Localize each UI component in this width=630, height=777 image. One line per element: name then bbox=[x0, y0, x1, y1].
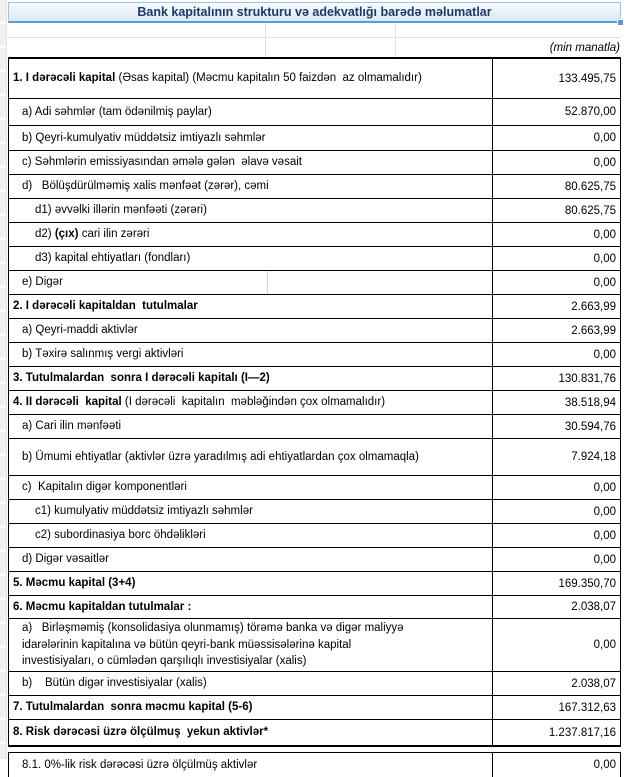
table-row bbox=[9, 319, 620, 343]
table-row bbox=[9, 696, 620, 720]
row-label[interactable]: d1) əvvəlki illərin mənfəəti (zərəri) bbox=[35, 204, 207, 216]
row-value[interactable]: 2.038,07 bbox=[492, 672, 620, 695]
table-row bbox=[9, 572, 620, 596]
row-value[interactable]: 30.594,76 bbox=[492, 415, 620, 438]
row-value[interactable]: 0,00 bbox=[492, 548, 620, 571]
row-value[interactable]: 0,00 bbox=[492, 753, 620, 777]
table-row bbox=[9, 59, 620, 99]
row-label[interactable]: b) Qeyri-kumulyativ müddətsiz imtiyazlı səhmlər bbox=[22, 131, 266, 144]
table-row bbox=[9, 500, 620, 524]
column-gridline bbox=[395, 23, 396, 57]
table-row bbox=[9, 753, 620, 777]
row-value[interactable]: 169.350,70 bbox=[492, 572, 620, 595]
row-label[interactable]: 4. II dərəcəli kapital (I dərəcəli kapitalın məbləğindən çox olmamalıdır) bbox=[13, 396, 386, 408]
row-label[interactable]: c2) subordinasiya borc öhdəlikləri bbox=[35, 529, 206, 541]
row-value[interactable]: 0,00 bbox=[492, 476, 620, 499]
table-row bbox=[9, 199, 620, 223]
row-header-strip bbox=[0, 0, 7, 759]
row-label[interactable]: e) Digər bbox=[9, 271, 492, 294]
row-label[interactable]: 6. Məcmu kapitaldan tutulmalar : bbox=[13, 600, 192, 613]
row-value[interactable]: 0,00 bbox=[492, 126, 620, 150]
table-row bbox=[9, 247, 620, 271]
row-value[interactable]: 2.038,07 bbox=[492, 596, 620, 618]
table-row bbox=[9, 367, 620, 391]
row-label[interactable]: 2. I dərəcəli kapitaldan tutulmalar bbox=[13, 300, 198, 312]
table-row bbox=[9, 99, 620, 126]
table-row bbox=[9, 596, 620, 619]
capital-structure-table bbox=[8, 57, 621, 747]
column-gridline bbox=[265, 23, 266, 57]
table-row bbox=[9, 672, 620, 696]
table-row bbox=[9, 548, 620, 572]
row-label[interactable]: c) Səhmlərin emissiyasından əmələ gələn əlavə vəsait bbox=[22, 156, 302, 168]
table-row bbox=[9, 126, 620, 151]
row-label[interactable]: a) Adi səhmlər (tam ödənilmiş paylar) bbox=[22, 105, 212, 118]
row-label[interactable]: a) Cari ilin mənfəəti bbox=[22, 420, 122, 432]
page-title: Bank kapitalının strukturu və adekvatlığı barədə məlumatlar bbox=[137, 5, 492, 19]
row-label[interactable]: b) Bütün digər investisiyalar (xalis) bbox=[22, 677, 207, 689]
row-value[interactable]: 0,00 bbox=[492, 151, 620, 174]
title-cell[interactable] bbox=[8, 2, 621, 23]
row-value[interactable]: 0,00 bbox=[492, 619, 620, 671]
row-label[interactable]: 7. Tutulmalardan sonra məcmu kapital (5-6) bbox=[13, 701, 253, 713]
row-value[interactable]: 0,00 bbox=[492, 500, 620, 523]
sheet-content bbox=[8, 2, 621, 777]
row-value[interactable]: 0,00 bbox=[492, 247, 620, 270]
table-row bbox=[9, 271, 620, 295]
row-value[interactable]: 2.663,99 bbox=[492, 319, 620, 342]
row-label[interactable]: b) Ümumi ehtiyatlar (aktivlər üzrə yaradılmış adi ehtiyatlardan çox olmamaqla) bbox=[22, 450, 419, 463]
row-value[interactable]: 130.831,76 bbox=[492, 367, 620, 390]
table-row bbox=[9, 439, 620, 476]
table-row bbox=[9, 476, 620, 500]
row-value[interactable]: 38.518,94 bbox=[492, 391, 620, 414]
table-row bbox=[9, 720, 620, 745]
table-row bbox=[9, 151, 620, 175]
empty-rows-zone bbox=[8, 23, 621, 57]
row-value[interactable]: 52.870,00 bbox=[492, 99, 620, 125]
table-row bbox=[9, 343, 620, 367]
row-label[interactable]: a) Birləşməmiş (konsolidasiya olunmamış) törəmə banka və digər maliyyə idarələrinin kapitalına və bütün qeyri-bank müəssisələrinə kapital investisiyaları, o cümlədən qarşılıqlı investisiyalar (xalis) bbox=[22, 622, 404, 668]
row-gridline bbox=[8, 37, 621, 38]
row-value[interactable]: 0,00 bbox=[492, 524, 620, 547]
row-value[interactable]: 1.237.817,16 bbox=[492, 720, 620, 745]
row-label[interactable]: d3) kapital ehtiyatları (fondları) bbox=[35, 252, 191, 264]
row-label[interactable]: 1. I dərəcəli kapital (Əsas kapital) (Məcmu kapitalın 50 faizdən az olmamalıdır) bbox=[13, 72, 422, 84]
clipped-next-section-table bbox=[8, 752, 621, 777]
row-label[interactable]: a) Qeyri-maddi aktivlər bbox=[22, 324, 138, 336]
row-label[interactable]: d2) (çıx) cari ilin zərəri bbox=[35, 228, 150, 240]
row-label[interactable]: c1) kumulyativ müddətsiz imtiyazlı səhmlər bbox=[35, 505, 253, 517]
row-value[interactable]: 80.625,75 bbox=[492, 199, 620, 222]
row-value[interactable]: 0,00 bbox=[492, 271, 620, 294]
row-label[interactable]: 3. Tutulmalardan sonra I dərəcəli kapitalı (I—2) bbox=[13, 372, 270, 384]
row-value[interactable]: 0,00 bbox=[492, 223, 620, 246]
row-label[interactable]: 8. Risk dərəcəsi üzrə ölçülmuş yekun aktivlər* bbox=[13, 726, 269, 738]
row-label[interactable]: b) Təxirə salınmış vergi aktivləri bbox=[22, 348, 184, 360]
table-row bbox=[9, 619, 620, 672]
row-label[interactable]: 8.1. 0%-lik risk dərəcəsi üzrə ölçülmüş aktivlər bbox=[22, 758, 258, 771]
row-label[interactable]: d) Digər vəsaitlər bbox=[22, 553, 109, 565]
row-label[interactable]: d) Bölüşdürülməmiş xalis mənfəət (zərər), cəmi bbox=[22, 180, 269, 192]
table-row bbox=[9, 175, 620, 199]
row-label[interactable]: 5. Məcmu kapital (3+4) bbox=[13, 577, 136, 589]
row-value[interactable]: 80.625,75 bbox=[492, 175, 620, 198]
table-row bbox=[9, 295, 620, 319]
cell-gridline bbox=[267, 271, 268, 294]
table-row bbox=[9, 415, 620, 439]
unit-note: (min manatla) bbox=[549, 42, 620, 54]
row-value[interactable]: 133.495,75 bbox=[492, 59, 620, 98]
row-label[interactable]: c) Kapitalın digər komponentləri bbox=[22, 481, 187, 493]
table-row bbox=[9, 223, 620, 247]
row-value[interactable]: 0,00 bbox=[492, 343, 620, 366]
row-value[interactable]: 2.663,99 bbox=[492, 295, 620, 318]
row-value[interactable]: 7.924,18 bbox=[492, 439, 620, 475]
table-row bbox=[9, 524, 620, 548]
table-row bbox=[9, 391, 620, 415]
row-value[interactable]: 167.312,63 bbox=[492, 696, 620, 719]
